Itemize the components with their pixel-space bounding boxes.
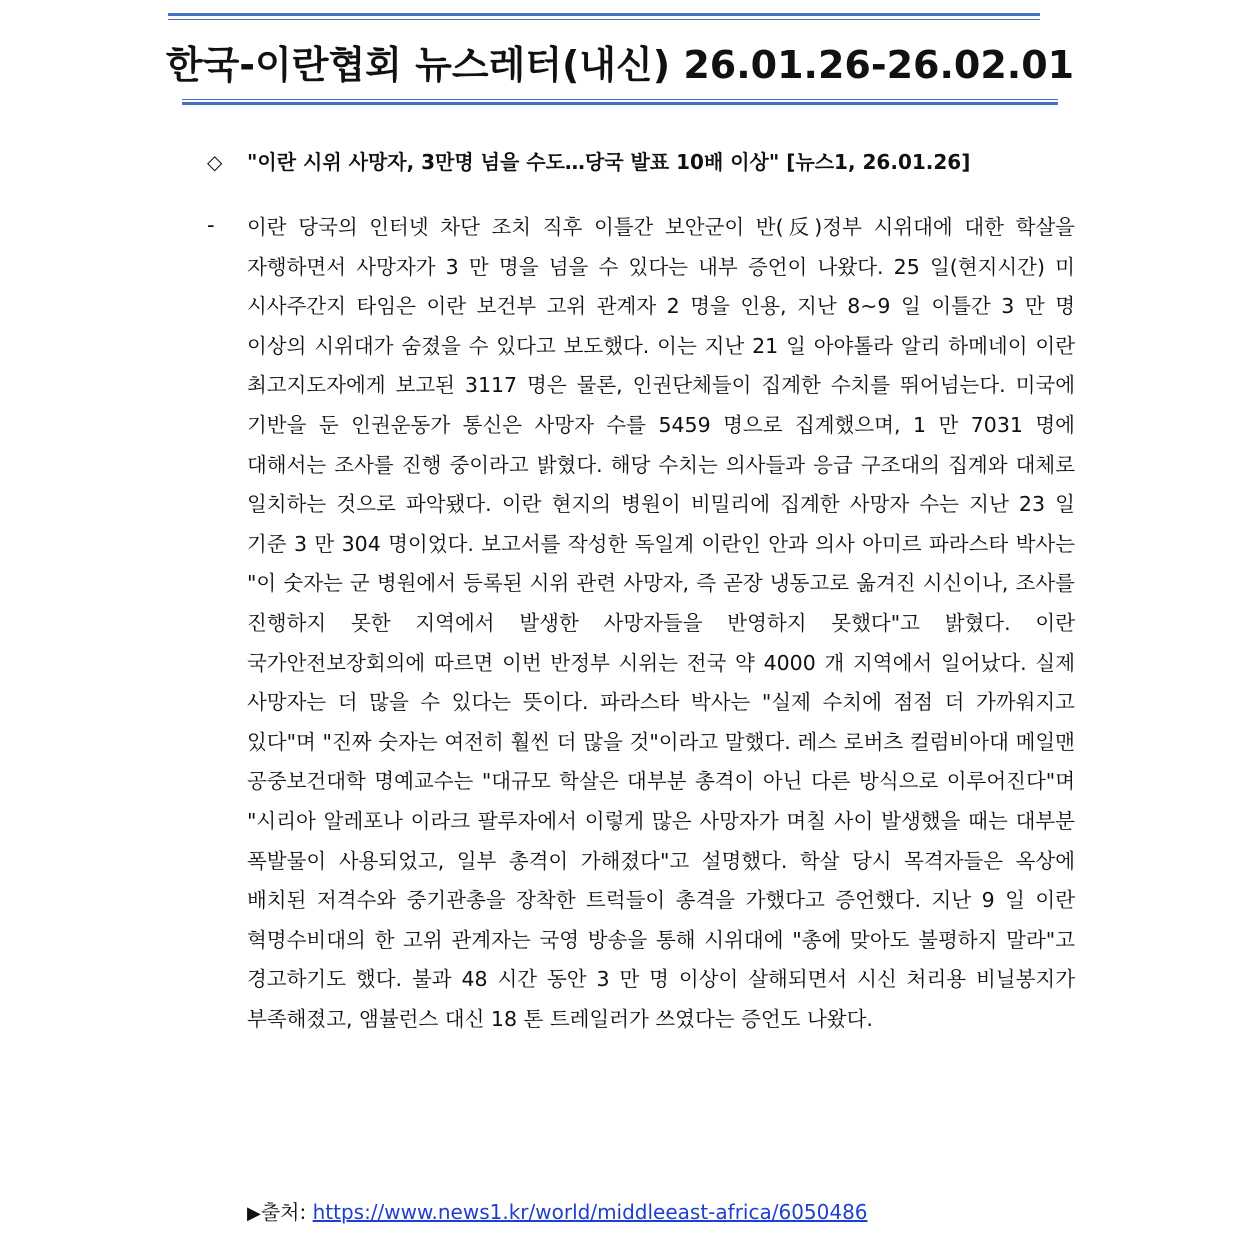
newsletter-title: 한국-이란협회 뉴스레터(내신) 26.01.26-26.02.01	[165, 43, 1075, 87]
source-label: 출처:	[260, 1200, 307, 1224]
article-headline-row	[207, 146, 970, 175]
bullet-dash: -	[207, 213, 215, 237]
triangle-arrow-icon: ▶	[247, 1203, 261, 1224]
source-line	[247, 1196, 868, 1225]
header-rule-top-thick	[168, 13, 1040, 16]
diamond-marker-icon: ◇	[207, 150, 223, 174]
source-link[interactable]: https://www.news1.kr/world/middleeast-africa/6050486	[312, 1200, 868, 1224]
article-body: 이란 당국의 인터넷 차단 조치 직후 이틀간 보안군이 반(反)정부 시위대에 대한 학살을 자행하면서 사망자가 3 만 명을 넘을 수 있다는 내부 증언이 나왔다. 25 일(현지시간) 미 시사주간지 타임은 이란 보건부 고위 관계자 2 명을 인용, 지난 8~9 일 이틀간 3 만 명 이상의 시위대가 숨졌을 수 있다고 보도했다. 이는 지난 21 일 아야톨라 알리 하메네이 이란 최고지도자에게 보고된 3117 명은 물론, 인권단체들이 집계한 수치를 뛰어넘는다. 미국에 기반을 둔 인권운동가 통신은 사망자 수를 5459 명으로 집계했으며, 1 만 7031 명에 대해서는 조사를 진행 중이라고 밝혔다. 해당 수치는 의사들과 응급 구조대의 집계와 대체로 일치하는 것으로 파악됐다. 이란 현지의 병원이 비밀리에 집계한 사망자 수는 지난 23 일 기준 3 만 304 명이었다. 보고서를 작성한 독일계 이란인 안과 의사 아미르 파라스타 박사는 "이 숫자는 군 병원에서 등록된 시위 관련 사망자, 즉 곧장 냉동고로 옮겨진 시신이나, 조사를 진행하지 못한 지역에서 발생한 사망자들을 반영하지 못했다"고 밝혔다. 이란 국가안전보장회의에 따르면 이번 반정부 시위는 전국 약 4000 개 지역에서 일어났다. 실제 사망자는 더 많을 수 있다는 뜻이다. 파라스타 박사는 "실제 수치에 점점 더 가까워지고 있다"며 "진짜 숫자는 여전히 훨씬 더 많을 것"이라고 말했다. 레스 로버츠 컬럼비아대 메일맨 공중보건대학 명예교수는 "대규모 학살은 대부분 총격이 아닌 다른 방식으로 이루어진다"며 "시리아 알레포나 이라크 팔루자에서 이렇게 많은 사망자가 며칠 사이 발생했을 때는 대부분 폭발물이 사용되었고, 일부 총격이 가해졌다"고 설명했다. 학살 당시 목격자들은 옥상에 배치된 저격수와 중기관총을 장착한 트럭들이 총격을 가했다고 증언했다. 지난 9 일 이란 혁명수비대의 한 고위 관계자는 국영 방송을 통해 시위대에 "총에 맞아도 불평하지 말라"고 경고하기도 했다. 불과 48 시간 동안 3 만 명 이상이 살해되면서 시신 처리용 비닐봉지가 부족해졌고, 앰뷸런스 대신 18 톤 트레일러가 쓰였다는 증언도 나왔다.	[247, 215, 1075, 1031]
header-rule-bottom-thin	[182, 99, 1058, 100]
article-headline: "이란 시위 사망자, 3만명 넘을 수도…당국 발표 10배 이상" [뉴스1, 26.01.26]	[247, 150, 971, 174]
header-rule-bottom-thick	[182, 102, 1058, 105]
header-rule-top-thin	[168, 19, 1040, 20]
